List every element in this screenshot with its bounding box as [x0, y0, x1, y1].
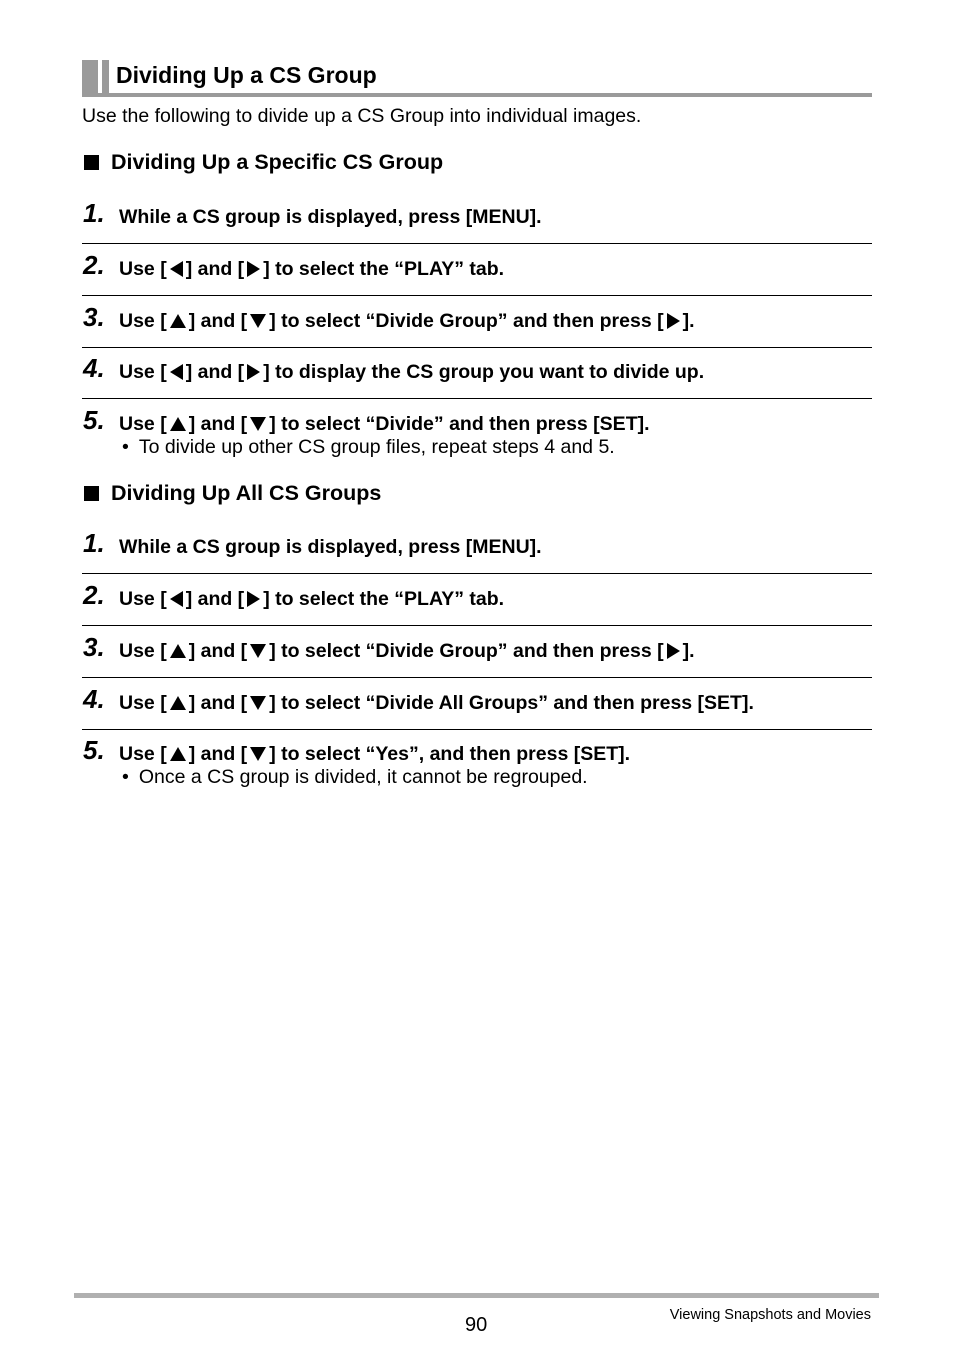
- footer-rule: [74, 1293, 879, 1298]
- up-arrow-icon: [170, 747, 186, 761]
- step-text: Use [ ] and [ ] to display the CS group you want to divide up.: [119, 361, 705, 383]
- square-bullet-icon: [84, 486, 99, 501]
- up-arrow-icon: [170, 696, 186, 710]
- step-number: 1.: [83, 528, 105, 558]
- section-rule: [82, 93, 872, 97]
- section-title: Dividing Up a CS Group: [116, 62, 377, 88]
- step-1: [82, 522, 872, 574]
- up-arrow-icon: [170, 314, 186, 328]
- down-arrow-icon: [250, 747, 266, 761]
- step-text: Use [ ] and [ ] to select the “PLAY” tab.: [119, 588, 505, 610]
- down-arrow-icon: [250, 314, 266, 328]
- step-5: [82, 729, 872, 769]
- step-text: Use [ ] and [ ] to select “Divide All Groups” and then press [SET].: [119, 692, 754, 714]
- step-5: [82, 399, 872, 439]
- step-3: [82, 296, 872, 348]
- subheading-specific-group: Dividing Up a Specific CS Group: [82, 150, 443, 175]
- right-arrow-icon: [247, 364, 260, 380]
- down-arrow-icon: [250, 696, 266, 710]
- bullet: •: [122, 436, 129, 458]
- step-text: Use [ ] and [ ] to select “Yes”, and then press [SET].: [119, 743, 631, 765]
- down-arrow-icon: [250, 417, 266, 431]
- step-number: 3.: [83, 302, 105, 332]
- step-1: [82, 192, 872, 244]
- step-number: 5.: [83, 735, 105, 765]
- step-text: Use [ ] and [ ] to select “Divide Group” and then press [ ].: [119, 310, 695, 332]
- intro-text: Use the following to divide up a CS Group into individual images.: [82, 105, 642, 127]
- subheading-all-groups: Dividing Up All CS Groups: [82, 481, 381, 506]
- chapter-title: Viewing Snapshots and Movies: [669, 1307, 871, 1323]
- step-number: 4.: [83, 684, 105, 714]
- square-bullet-icon: [84, 155, 99, 170]
- page-number: 90: [465, 1314, 488, 1336]
- step-number: 1.: [83, 198, 105, 228]
- left-arrow-icon: [170, 591, 183, 607]
- right-arrow-icon: [247, 261, 260, 277]
- up-arrow-icon: [170, 417, 186, 431]
- step-note: • To divide up other CS group files, repeat steps 4 and 5.: [122, 436, 615, 458]
- step-number: 5.: [83, 405, 105, 435]
- step-text: While a CS group is displayed, press [MENU].: [119, 536, 542, 558]
- step-number: 3.: [83, 632, 105, 662]
- step-3: [82, 626, 872, 678]
- step-number: 4.: [83, 353, 105, 383]
- step-4: [82, 678, 872, 730]
- right-arrow-icon: [247, 591, 260, 607]
- down-arrow-icon: [250, 644, 266, 658]
- step-text: While a CS group is displayed, press [MENU].: [119, 206, 542, 228]
- right-arrow-icon: [667, 643, 680, 659]
- step-text: Use [ ] and [ ] to select “Divide Group” and then press [ ].: [119, 640, 695, 662]
- bullet: •: [122, 766, 129, 788]
- step-text: Use [ ] and [ ] to select “Divide” and then press [SET].: [119, 413, 650, 435]
- step-4: [82, 347, 872, 399]
- left-arrow-icon: [170, 261, 183, 277]
- step-number: 2.: [83, 250, 105, 280]
- right-arrow-icon: [667, 313, 680, 329]
- step-text: Use [ ] and [ ] to select the “PLAY” tab.: [119, 258, 505, 280]
- section-header-bars: [82, 60, 110, 96]
- section-header: [82, 58, 872, 98]
- step-number: 2.: [83, 580, 105, 610]
- step-note: • Once a CS group is divided, it cannot be regrouped.: [122, 766, 588, 788]
- step-2: [82, 574, 872, 626]
- up-arrow-icon: [170, 644, 186, 658]
- left-arrow-icon: [170, 364, 183, 380]
- step-2: [82, 244, 872, 296]
